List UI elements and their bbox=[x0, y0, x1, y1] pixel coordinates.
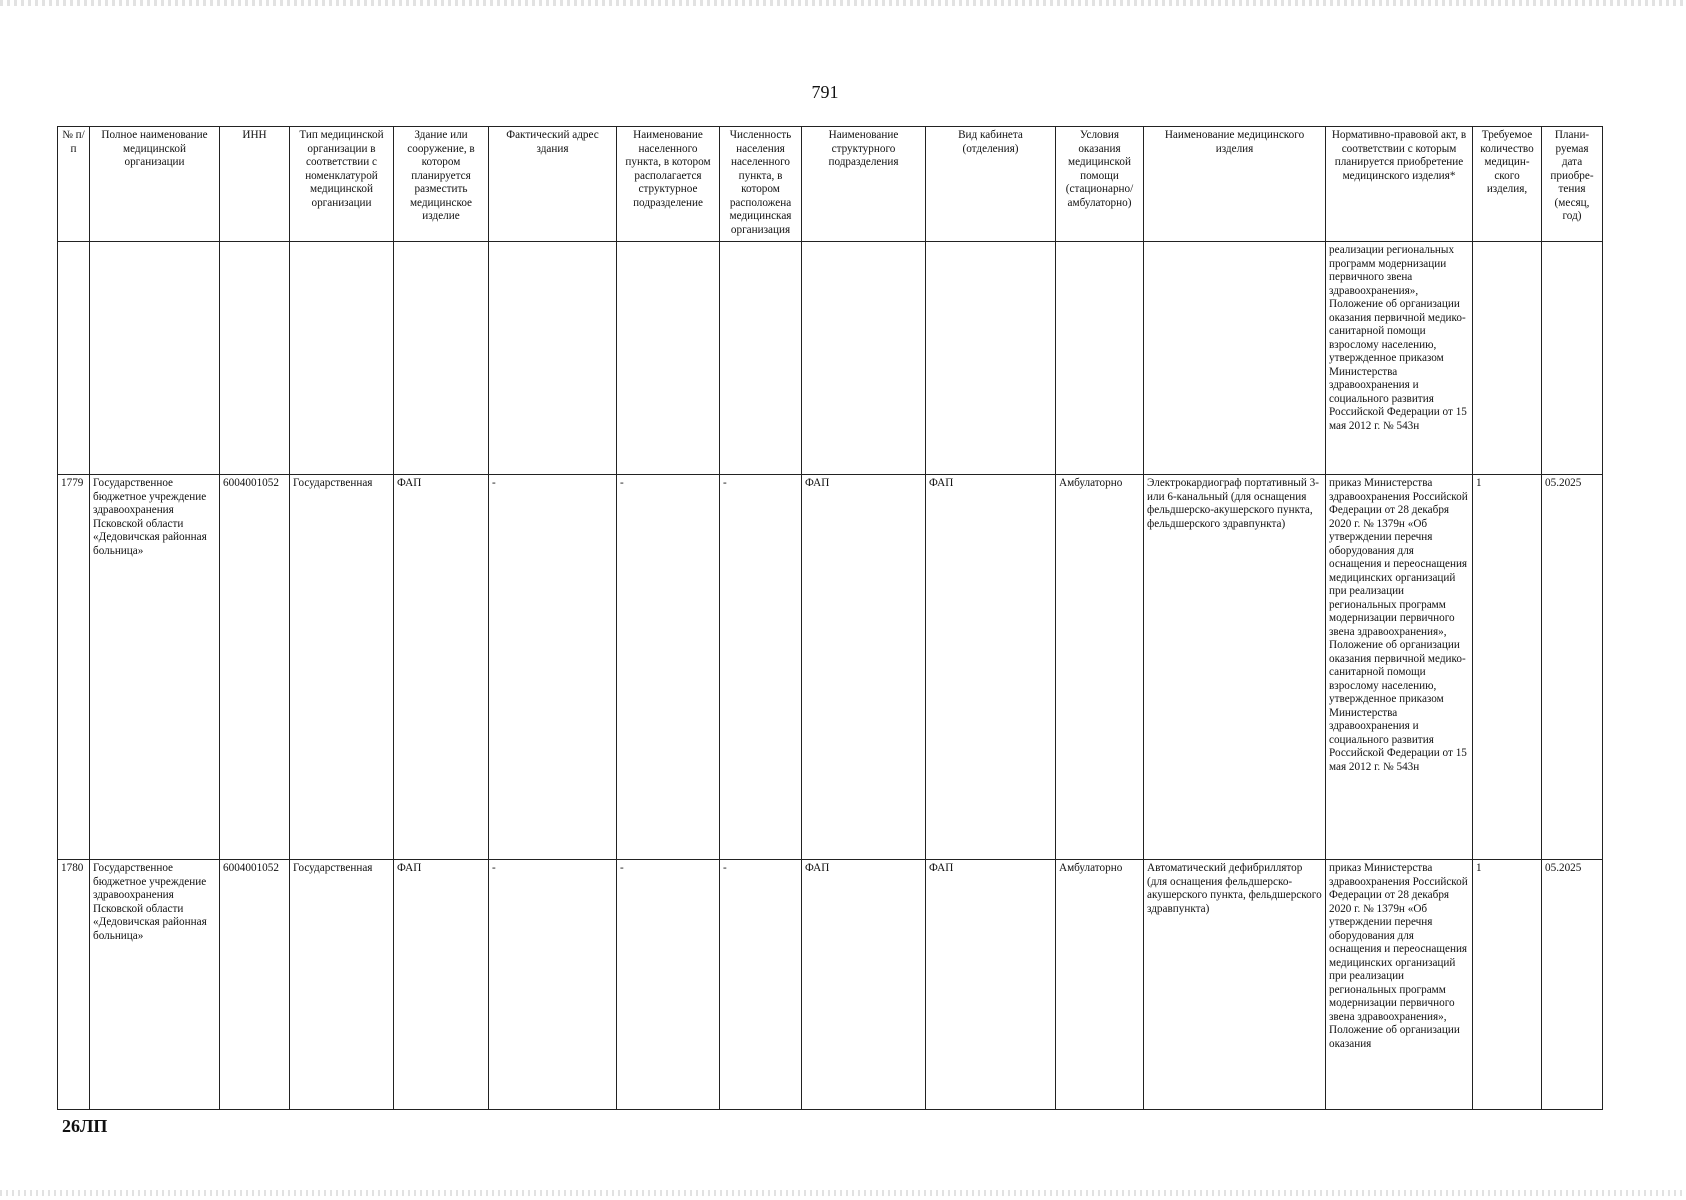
cell-num: 1779 bbox=[58, 475, 90, 860]
cell-device: Электрокардиограф портативный 3- или 6-канальный (для оснащения фельдшерско-акушерского пункта, фельдшерского здравпункта) bbox=[1144, 475, 1326, 860]
cell-population: - bbox=[720, 475, 802, 860]
cell-num: 1780 bbox=[58, 860, 90, 1110]
cell-org-type: Государственная bbox=[290, 860, 394, 1110]
document-code: 26ЛП bbox=[62, 1116, 108, 1136]
table-header-row bbox=[58, 127, 1603, 242]
cell-quantity: 1 bbox=[1473, 860, 1542, 1110]
cell-settlement: - bbox=[617, 475, 720, 860]
cell-settlement: - bbox=[617, 860, 720, 1110]
cell-division: ФАП bbox=[802, 475, 926, 860]
table-row bbox=[58, 475, 1603, 860]
header-cabinet: Вид кабинета (отделения) bbox=[926, 127, 1056, 242]
cell-legal-act: приказ Министерства здравоохранения Российской Федерации от 28 декабря 2020 г. № 1379н «Об утверждении перечня оборудования для оснащения и переоснащения медицинских организаций при реализации региональных программ модернизации первичного звена здравоохранения», Положение об организации оказания bbox=[1326, 860, 1473, 1110]
header-settlement: Наименование населенного пункта, в котором располагается структурное подразделение bbox=[617, 127, 720, 242]
cell-quantity: 1 bbox=[1473, 475, 1542, 860]
header-conditions: Условия оказания медицинской помощи (стационарно/ амбулаторно) bbox=[1056, 127, 1144, 242]
cell-org-type: Государственная bbox=[290, 475, 394, 860]
header-legal-act: Нормативно-правовой акт, в соответствии с которым планируется приобретение медицинского изделия* bbox=[1326, 127, 1473, 242]
header-population: Численность населения населенного пункта, в котором расположена медицинская организация bbox=[720, 127, 802, 242]
header-org-type: Тип медицинской организации в соответствии с номенклатурой медицинской организации bbox=[290, 127, 394, 242]
cell-address: - bbox=[489, 475, 617, 860]
cell-device: Автоматический дефибриллятор (для оснащения фельдшерско-акушерского пункта, фельдшерского здравпункта) bbox=[1144, 860, 1326, 1110]
cell-conditions: Амбулаторно bbox=[1056, 860, 1144, 1110]
cell-cabinet: ФАП bbox=[926, 860, 1056, 1110]
header-inn: ИНН bbox=[220, 127, 290, 242]
page-number: 791 bbox=[811, 82, 839, 102]
continuation-legal-act: реализации региональных программ модернизации первичного звена здравоохранения», Положение об организации оказания первичной медико-санитарной помощи взрослому населению, утвержденное приказом Министерства здравоохранения и социального развития Российской Федерации от 15 мая 2012 г. № 543н bbox=[1326, 242, 1473, 475]
table-row-continuation bbox=[58, 242, 1603, 475]
cell-building: ФАП bbox=[394, 475, 489, 860]
header-date: Плани-руемая дата приобре-тения (месяц, год) bbox=[1542, 127, 1603, 242]
header-org-name: Полное наименование медицинской организации bbox=[90, 127, 220, 242]
header-address: Фактический адрес здания bbox=[489, 127, 617, 242]
table-row bbox=[58, 860, 1603, 1110]
cell-population: - bbox=[720, 860, 802, 1110]
cell-date: 05.2025 bbox=[1542, 475, 1603, 860]
cell-conditions: Амбулаторно bbox=[1056, 475, 1144, 860]
cell-building: ФАП bbox=[394, 860, 489, 1110]
cell-legal-act: приказ Министерства здравоохранения Российской Федерации от 28 декабря 2020 г. № 1379н «Об утверждении перечня оборудования для оснащения и переоснащения медицинских организаций при реализации региональных программ модернизации первичного звена здравоохранения», Положение об организации оказания первичной медико-санитарной помощи взрослому населению, утвержденное приказом Министерства здравоохранения и социального развития Российской Федерации от 15 мая 2012 г. № 543н bbox=[1326, 475, 1473, 860]
header-device: Наименование медицинского изделия bbox=[1144, 127, 1326, 242]
equipment-table bbox=[57, 126, 1603, 1110]
scan-edge-bottom bbox=[0, 1190, 1686, 1196]
cell-org-name: Государственное бюджетное учреждение здравоохранения Псковской области «Дедовичская районная больница» bbox=[90, 860, 220, 1110]
cell-cabinet: ФАП bbox=[926, 475, 1056, 860]
cell-inn: 6004001052 bbox=[220, 860, 290, 1110]
cell-org-name: Государственное бюджетное учреждение здравоохранения Псковской области «Дедовичская районная больница» bbox=[90, 475, 220, 860]
header-num: № п/п bbox=[58, 127, 90, 242]
cell-division: ФАП bbox=[802, 860, 926, 1110]
cell-date: 05.2025 bbox=[1542, 860, 1603, 1110]
scan-edge-top bbox=[0, 0, 1686, 6]
header-quantity: Требуемое количество медицин-ского изделия, bbox=[1473, 127, 1542, 242]
header-building: Здание или сооружение, в котором планируется разместить медицинское изделие bbox=[394, 127, 489, 242]
header-division: Наименование структурного подразделения bbox=[802, 127, 926, 242]
cell-address: - bbox=[489, 860, 617, 1110]
cell-inn: 6004001052 bbox=[220, 475, 290, 860]
